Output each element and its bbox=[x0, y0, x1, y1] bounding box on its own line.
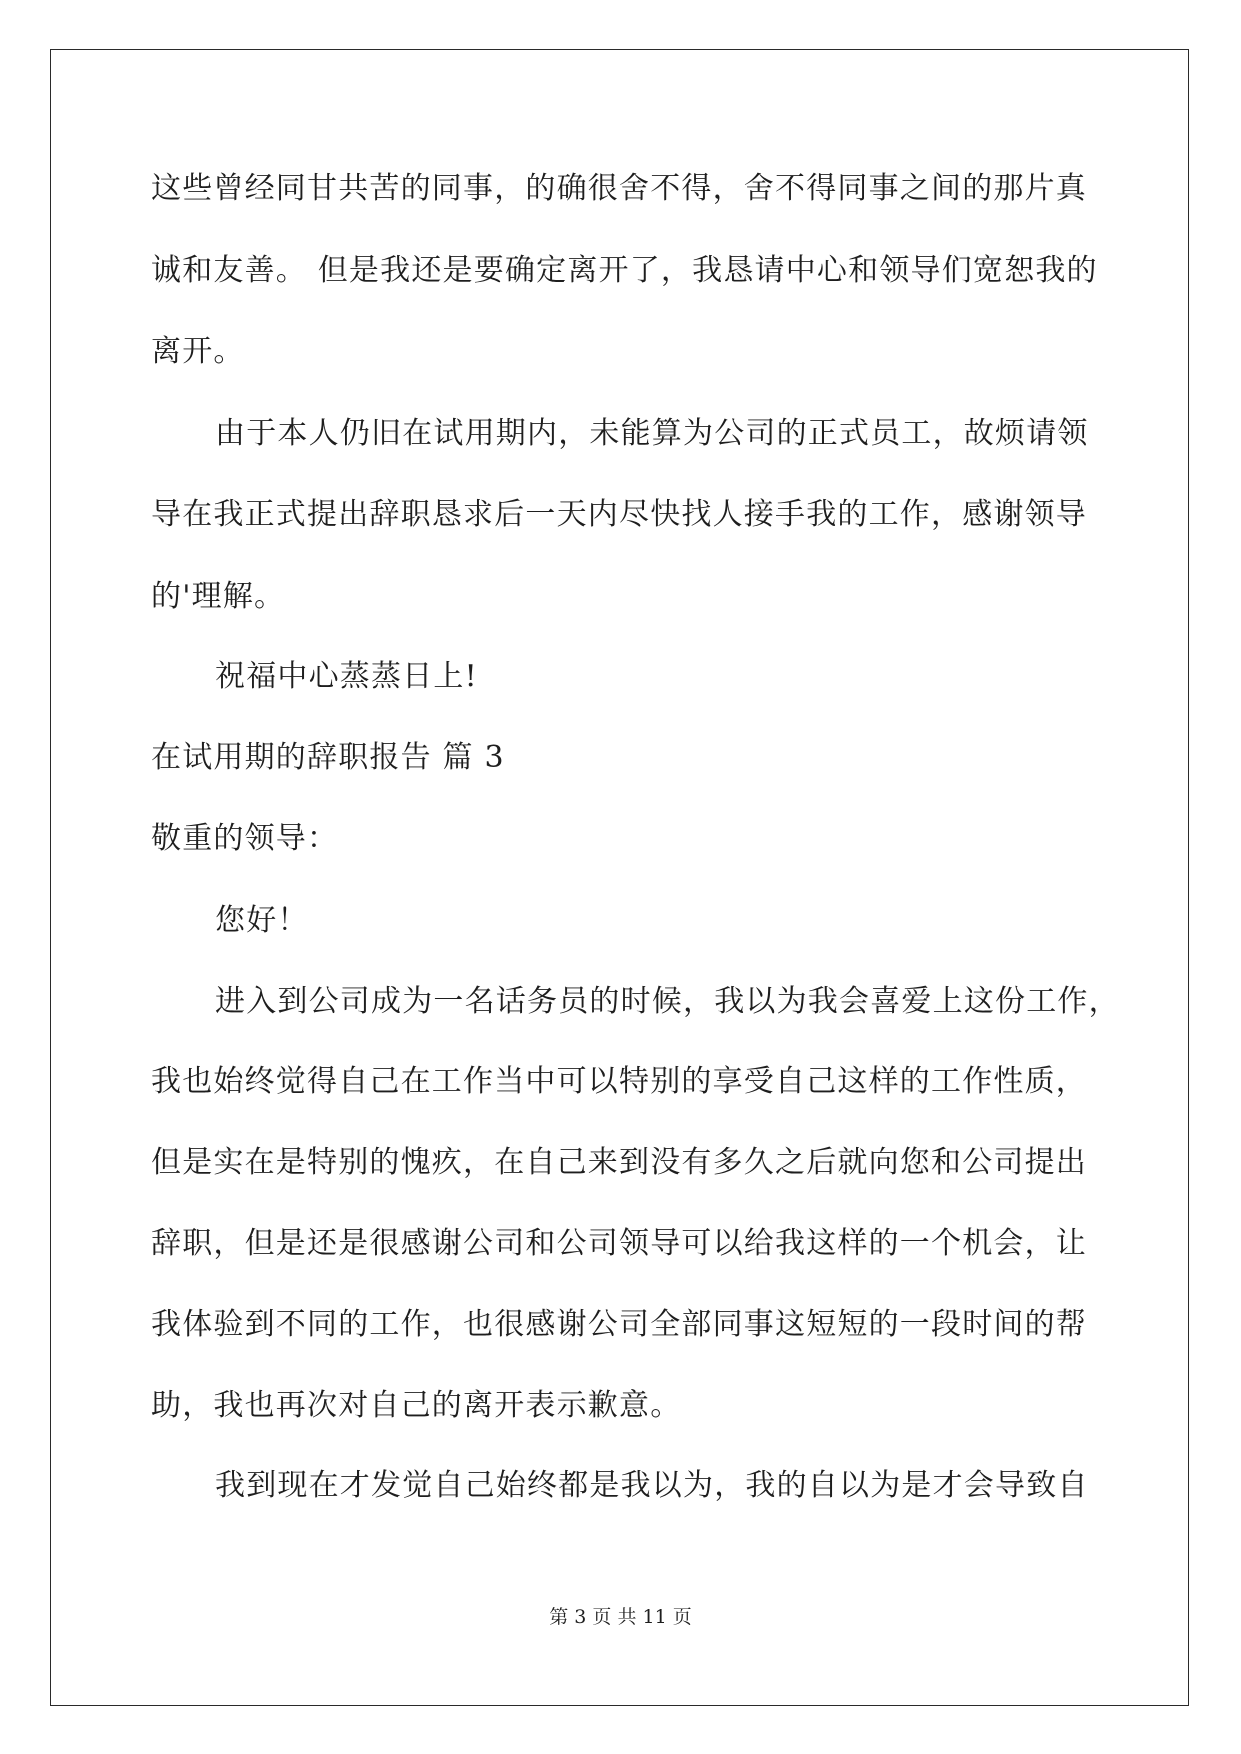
greeting: 您好！ bbox=[215, 903, 309, 938]
text-line: 我到现在才发觉自己始终都是我以为，我的自以为是才会导致自 bbox=[215, 1468, 1089, 1503]
text-line: 我体验到不同的工作，也很感谢公司全部同事这短短的一段时间的帮 bbox=[151, 1307, 1087, 1342]
page-number: 第 3 页 共 11 页 bbox=[549, 1606, 692, 1628]
text-line: 这些曾经同甘共苦的同事，的确很舍不得，舍不得同事之间的那片真 bbox=[151, 171, 1087, 206]
text-line: 但是实在是特别的愧疚，在自己来到没有多久之后就向您和公司提出 bbox=[151, 1145, 1087, 1180]
text-line: 导在我正式提出辞职恳求后一天内尽快找人接手我的工作，感谢领导 bbox=[151, 497, 1087, 532]
text-line: 我也始终觉得自己在工作当中可以特别的享受自己这样的工作性质， bbox=[151, 1064, 1087, 1099]
text-line: 由于本人仍旧在试用期内，未能算为公司的正式员工，故烦请领 bbox=[215, 416, 1089, 451]
section-heading: 在试用期的辞职报告 篇 3 bbox=[151, 740, 505, 775]
text-line: 离开。 bbox=[151, 334, 245, 369]
text-line: 诚和友善。 但是我还是要确定离开了，我恳请中心和领导们宽恕我的 bbox=[151, 253, 1098, 288]
text-line: 的'理解。 bbox=[151, 579, 286, 614]
closing-wish: 祝福中心蒸蒸日上! bbox=[215, 659, 478, 694]
page-border bbox=[50, 49, 1189, 1706]
text-line: 进入到公司成为一名话务员的时候，我以为我会喜爱上这份工作， bbox=[215, 984, 1120, 1019]
salutation: 敬重的领导： bbox=[151, 821, 339, 856]
text-line: 助，我也再次对自己的离开表示歉意。 bbox=[151, 1388, 682, 1423]
text-line: 辞职，但是还是很感谢公司和公司领导可以给我这样的一个机会，让 bbox=[151, 1226, 1087, 1261]
